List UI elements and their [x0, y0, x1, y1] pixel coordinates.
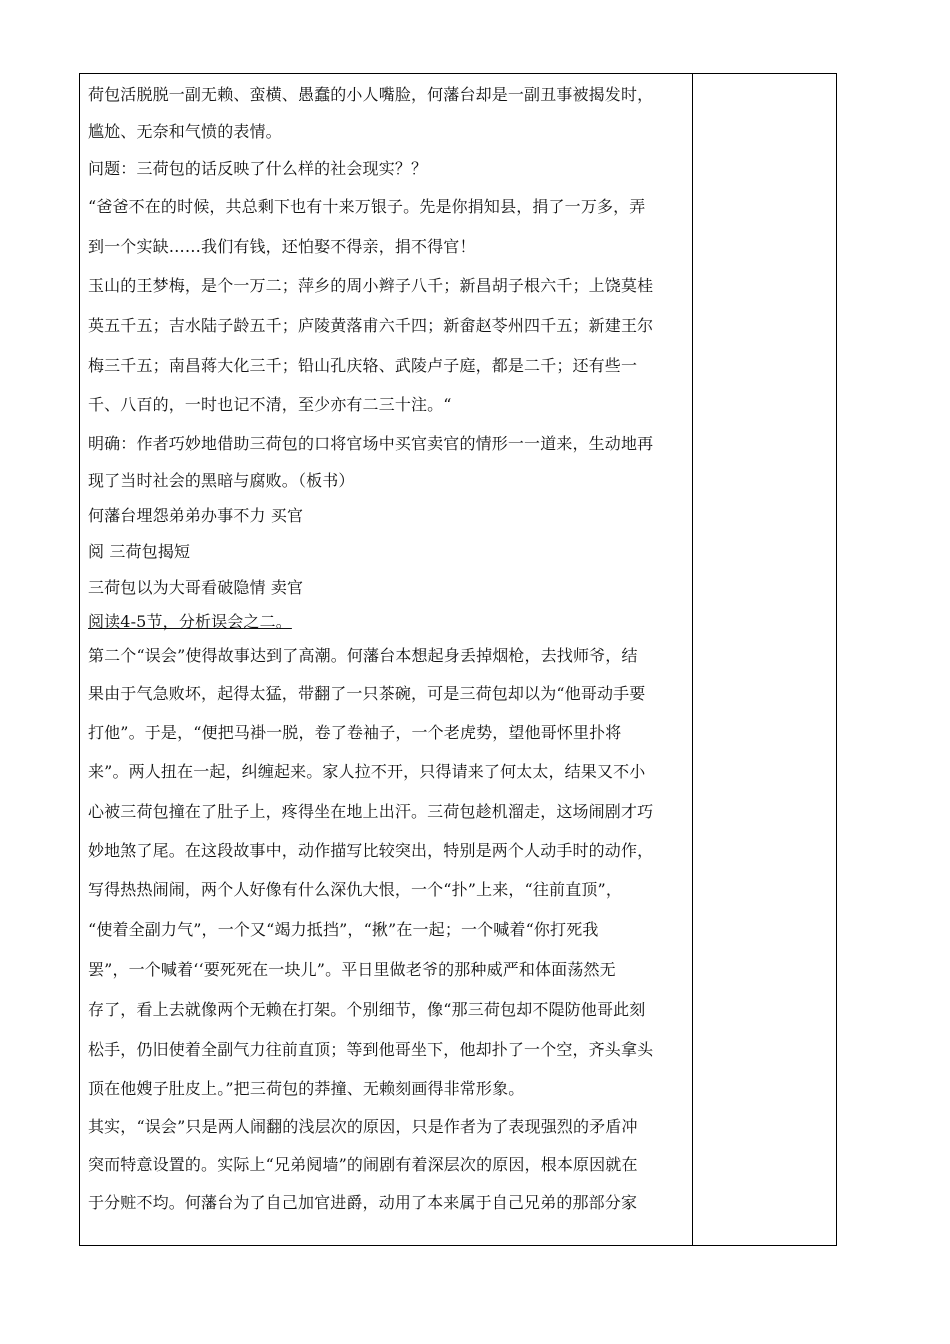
- section-heading: 阅读4-5节，分析误会之二。: [88, 612, 292, 631]
- text-line: 荷包活脱脱一副无赖、蛮横、愚蠢的小人嘴脸，何藩台却是一副丑事被揭发时，: [88, 85, 654, 104]
- text-line: 千、八百的，一时也记不清，至少亦有二三十注。“: [88, 395, 452, 414]
- text-line: 现了当时社会的黑暗与腐败。（板书）: [88, 471, 355, 490]
- text-line: 问题：三荷包的话反映了什么样的社会现实？？: [88, 159, 428, 178]
- text-line: 罢”，一个喊着‘‘要死死在一块儿”。平日里做老爷的那种威严和体面荡然无: [88, 960, 616, 979]
- text-line: 打他”。于是，“便把马褂一脱，卷了卷袖子，一个老虎势，望他哥怀里扑将: [88, 723, 622, 742]
- text-line: 顶在他嫂子肚皮上。”把三荷包的莽撞、无赖刻画得非常形象。: [88, 1079, 525, 1098]
- text-line: 梅三千五；南昌蒋大化三千；铅山孔庆辂、武陵卢子庭，都是二千；还有些一: [88, 356, 638, 375]
- text-line: 阅 三荷包揭短: [88, 542, 191, 561]
- text-line: 妙地煞了尾。在这段故事中，动作描写比较突出，特别是两个人动手时的动作，: [88, 841, 654, 860]
- text-line: 玉山的王梦梅，是个一万二；萍乡的周小辫子八千；新昌胡子根六千；上饶莫桂: [88, 276, 654, 295]
- text-line: 其实，“误会”只是两人闹翻的浅层次的原因，只是作者为了表现强烈的矛盾冲: [88, 1117, 638, 1136]
- text-line: “爸爸不在的时候，共总剩下也有十来万银子。先是你捐知县，捐了一万多，弄: [88, 197, 646, 216]
- text-line: 英五千五；吉水陆子龄五千；庐陵黄落甫六千四；新畲赵苓州四千五；新建王尔: [88, 316, 654, 335]
- text-line: 于分赃不均。何藩台为了自己加官进爵，动用了本来属于自己兄弟的那部分家: [88, 1193, 638, 1212]
- column-divider: [692, 74, 693, 1245]
- text-line: 心被三荷包撞在了肚子上，疼得坐在地上出汗。三荷包趁机溜走，这场闹剧才巧: [88, 802, 654, 821]
- text-line: 尴尬、无奈和气愤的表情。: [88, 122, 282, 141]
- text-line: 存了，看上去就像两个无赖在打架。个别细节，像“那三荷包却不隄防他哥此刻: [88, 1000, 646, 1019]
- text-line: 写得热热闹闹，两个人好像有什么深仇大恨，一个“扑”上来，“往前直顶”，: [88, 880, 622, 899]
- lesson-content-cell: [88, 78, 688, 1238]
- text-line: 来”。两人扭在一起，纠缠起来。家人拉不开，只得请来了何太太，结果又不小: [88, 762, 646, 781]
- text-line: 第二个“误会”使得故事达到了高潮。何藩台本想起身丢掉烟枪，去找师爷，结: [88, 646, 638, 665]
- text-line: 果由于气急败坏，起得太猛，带翻了一只茶碗，可是三荷包却以为“他哥动手要: [88, 684, 646, 703]
- text-line: 到一个实缺……我们有钱，还怕娶不得亲，捐不得官！: [88, 237, 476, 256]
- text-line: 明确：作者巧妙地借助三荷包的口将官场中买官卖官的情形一一道来，生动地再: [88, 434, 654, 453]
- text-line: “使着全副力气”，一个又“竭力抵挡”，“揪”在一起；一个喊着“你打死我: [88, 920, 599, 939]
- text-line: 松手，仍旧使着全副气力往前直顶；等到他哥坐下，他却扑了一个空，齐头拿头: [88, 1040, 654, 1059]
- text-line: 突而特意设置的。实际上“兄弟阋墙”的闹剧有着深层次的原因，根本原因就在: [88, 1155, 638, 1174]
- text-line: 何藩台埋怨弟弟办事不力 买官: [88, 506, 304, 525]
- text-line: 三荷包以为大哥看破隐情 卖官: [88, 578, 304, 597]
- lesson-table: [79, 73, 837, 1246]
